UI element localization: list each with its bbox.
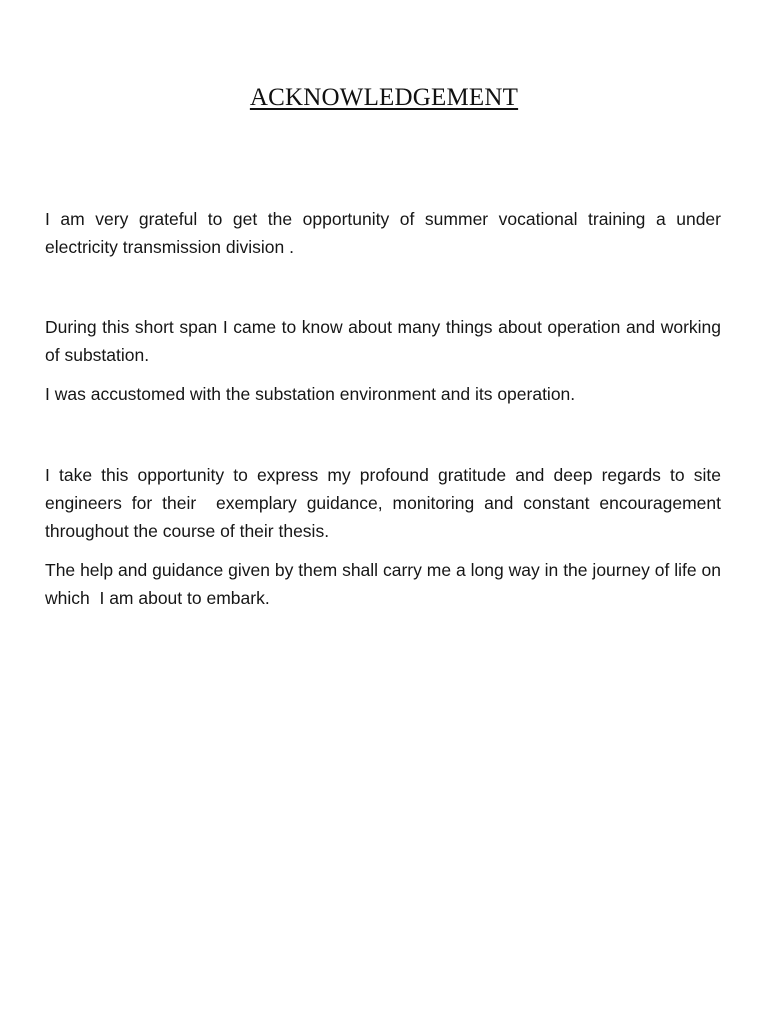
paragraph-gratitude-training: I am very grateful to get the opportunity of summer vocational training a under electricity transmission division .: [45, 209, 726, 257]
page-title: ACKNOWLEDGEMENT: [249, 84, 519, 111]
paragraph-journey-of-life: The help and guidance given by them shall carry me a long way in the journey of life on which I am about to embark.: [45, 560, 726, 608]
paragraph-learning-substation: During this short span I came to know about many things about operation and working of substation.: [45, 317, 726, 365]
paragraph-thanks-engineers: I take this opportunity to express my profound gratitude and deep regards to site engineers for their exemplary guidance, monitoring and constant encouragement throughout the course of their thesis.: [45, 465, 726, 541]
paragraph-accustomed-environment: I was accustomed with the substation environment and its operation.: [45, 384, 576, 404]
